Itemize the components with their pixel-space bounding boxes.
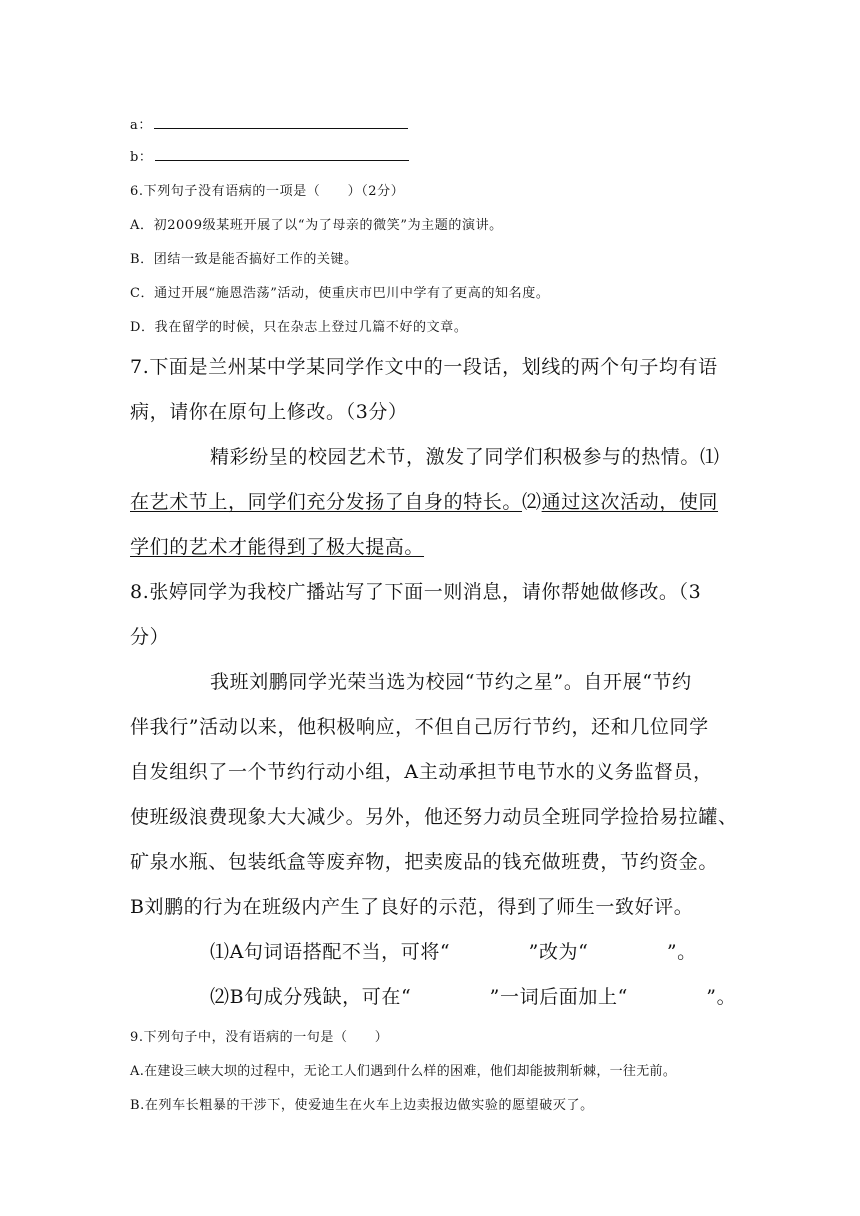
q9-option-b: B.在列车长粗暴的干涉下，使爱迪生在火车上边卖报边做实验的愿望破灭了。: [130, 1098, 594, 1113]
q8-passage-line1: 我班刘鹏同学光荣当选为校园“节约之星”。自开展“节约: [210, 671, 692, 693]
q7-underlined-sentence-1: 在艺术节上，同学们充分发扬了自身的特长。: [130, 491, 523, 513]
q8-passage-line3: 自发组织了一个节约行动小组，A主动承担节电节水的义务监督员，: [130, 761, 713, 783]
q7-underlined-sentence-2a: 通过这次活动，使同: [541, 491, 719, 513]
q8-stem-line2: 分）: [130, 626, 170, 648]
answer-label-a: a：: [130, 118, 152, 133]
q7-passage-line1: [210, 442, 720, 469]
q6-option-b: B．团结一致是能否搞好工作的关键。: [130, 252, 358, 267]
q8-stem-line1: 8.张婷同学为我校广播站写了下面一则消息，请你帮她做修改。（3: [130, 581, 702, 603]
q8-passage-line4: 使班级浪费现象大大减少。另外，他还努力动员全班同学捡拾易拉罐、: [130, 806, 738, 828]
answer-line-b: [130, 146, 409, 165]
answer-label-b: b：: [130, 150, 153, 165]
answer-blank-b[interactable]: [155, 148, 409, 161]
answer-blank-a[interactable]: [154, 116, 408, 129]
q9-option-a: A.在建设三峡大坝的过程中，无论工人们遇到什么样的困难，他们却能披荆斩棘，一往无前。: [130, 1064, 677, 1079]
q8-passage-line6: B刘鹏的行为在班级内产生了良好的示范，得到了师生一致好评。: [130, 896, 694, 918]
q7-passage-line2: [130, 487, 718, 514]
q7-passage-text1: 精彩纷呈的校园艺术节，激发了同学们积极参与的热情。: [210, 446, 701, 468]
q7-passage-line3: [130, 532, 424, 559]
q7-stem-line1: 7.下面是兰州某中学某同学作文中的一段话，划线的两个句子均有语: [130, 356, 718, 378]
q9-stem: 9.下列句子中，没有语病的一句是（ ）: [130, 1030, 389, 1045]
q7-underlined-sentence-2b: 学们的艺术才能得到了极大提高。: [130, 536, 425, 558]
q8-passage-line2: 伴我行”活动以来，他积极响应，不但自己厉行节约，还和几位同学: [130, 716, 709, 738]
q8-sub-question-2: ⑵B句成分残缺，可在“ ”一词后面加上“ ”。: [210, 986, 737, 1008]
q8-sub-question-1: ⑴A句词语搭配不当，可将“ ”改为“ ”。: [210, 941, 697, 963]
q6-stem: 6.下列句子没有语病的一项是（ ）（2分）: [130, 184, 405, 199]
q8-passage-line5: 矿泉水瓶、包装纸盒等废弃物，把卖废品的钱充做班费，节约资金。: [130, 851, 719, 873]
q6-option-d: D．我在留学的时候，只在杂志上登过几篇不好的文章。: [130, 320, 468, 335]
q7-stem-line2: 病，请你在原句上修改。（3分）: [130, 401, 408, 423]
q6-option-c: C．通过开展“施恩浩荡”活动，使重庆市巴川中学有了更高的知名度。: [130, 286, 550, 301]
q6-option-a: A．初2009级某班开展了以“为了母亲的微笑”为主题的演讲。: [130, 218, 503, 233]
answer-line-a: [130, 114, 408, 133]
q7-marker-1: ⑴: [700, 446, 720, 468]
q7-marker-2: ⑵: [522, 491, 542, 513]
